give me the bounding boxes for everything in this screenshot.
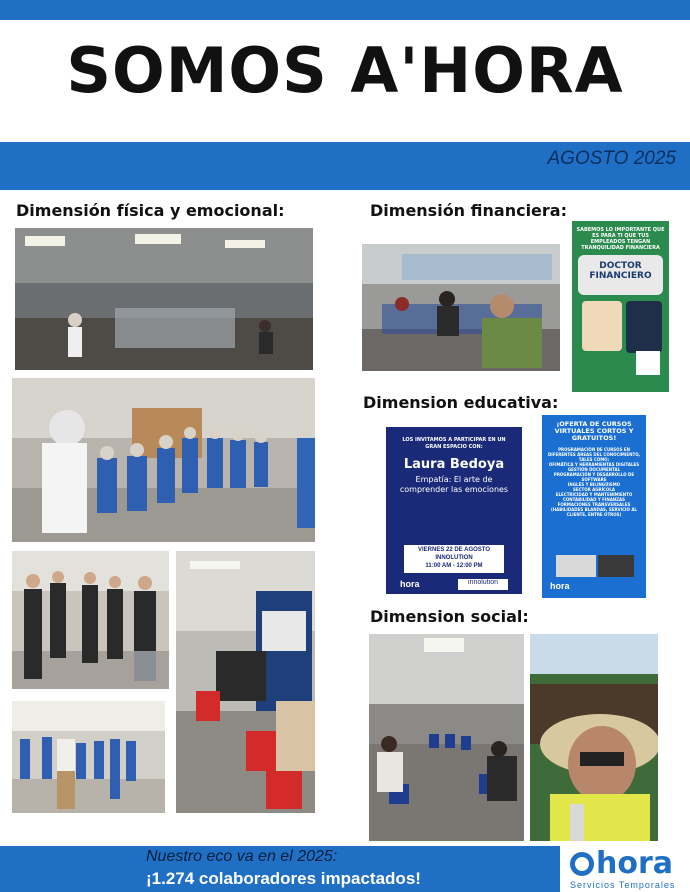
- section-heading-educativa: Dimension educativa:: [363, 393, 559, 412]
- event-time: 11:00 AM - 12:00 PM: [425, 563, 483, 569]
- event-speaker: Laura Bedoya: [403, 457, 505, 472]
- section-heading-fisica: Dimensión física y emocional:: [16, 201, 285, 220]
- photo-social-gathering: [369, 634, 524, 841]
- event-partner-logo: innolution: [458, 579, 508, 590]
- cursos-item: ELECTRICIDAD Y MANTENIMIENTO: [555, 492, 633, 497]
- cursos-title: ¡OFERTA DE CURSOS VIRTUALES CORTOS Y GRATUITOS!: [554, 420, 634, 442]
- photo-group-exercise: [12, 551, 169, 689]
- photo-office-meeting: [15, 228, 313, 370]
- cursos-item: PROGRAMACIÓN DE CURSOS EN DIFERENTES ÁREAS DEL CONOCIMIENTO, TALES COMO:: [547, 447, 641, 462]
- event-invite-text: LOS INVITAMOS A PARTICIPAR EN UN GRAN ESPACIO CON:: [402, 437, 506, 450]
- hora-logo-icon: [570, 852, 594, 876]
- poster-financiero-title: DOCTOR FINANCIERO: [589, 261, 652, 281]
- cursos-brand-logo: hora: [550, 581, 570, 591]
- photo-financial-workshop: [362, 244, 560, 371]
- event-topic: Empatía: El arte de comprender las emociones: [399, 475, 509, 494]
- event-brand-logo: hora: [400, 579, 420, 589]
- cursos-item: PROGRAMACIÓN Y DESARROLLO DE SOFTWARE: [553, 472, 635, 482]
- cursos-list: [546, 447, 642, 517]
- section-heading-social: Dimension social:: [370, 607, 529, 626]
- cursos-item: FORMACIONES TRANSVERSALES (HABILIDADES BLANDAS, SERVICIO AL CLIENTE, ENTRE OTROS): [551, 502, 637, 517]
- footer-logo-subtitle: Servicios Temporales: [570, 880, 676, 890]
- poster-financiero-tagline: SABEMOS LO IMPORTANTE QUE ES PARA TI QUE TUS EMPLEADOS TENGAN TRANQUILIDAD FINANCIERA: [576, 227, 665, 251]
- photo-stretching: [12, 701, 165, 813]
- cursos-item: OFIMÁTICA Y HERRAMIENTAS DIGITALES: [548, 462, 640, 467]
- footer-logo-text: hora: [596, 846, 674, 881]
- event-date: VIERNES 22 DE AGOSTO: [417, 547, 491, 553]
- cursos-item: SECTOR AGRÍCOLA: [572, 487, 616, 492]
- cursos-item: CONTABILIDAD Y FINANZAS: [562, 497, 626, 502]
- event-place: INNOLUTION: [435, 555, 473, 561]
- cursos-item: INGLÉS Y BILINGÜISMO: [567, 482, 621, 487]
- page-title: SOMOS A'HORA: [66, 34, 624, 107]
- issue-date: AGOSTO 2025: [547, 148, 676, 169]
- photo-tug-of-war: [12, 378, 315, 542]
- top-accent-bar: [0, 0, 690, 20]
- footer-impact-count: ¡1.274 colaboradores impactados!: [146, 869, 421, 888]
- cursos-item: GESTIÓN DOCUMENTAL: [567, 467, 621, 472]
- poster-doctor-financiero: [572, 221, 669, 392]
- poster-event-laura-bedoya: [386, 427, 522, 594]
- poster-cursos-gratuitos: [542, 415, 646, 598]
- photo-river-trip: [530, 634, 658, 841]
- footer-tagline: Nuestro eco va en el 2025:: [146, 848, 338, 865]
- photo-training-room: [176, 551, 315, 813]
- qr-code-icon: [636, 351, 660, 375]
- section-heading-financiera: Dimensión financiera:: [370, 201, 567, 220]
